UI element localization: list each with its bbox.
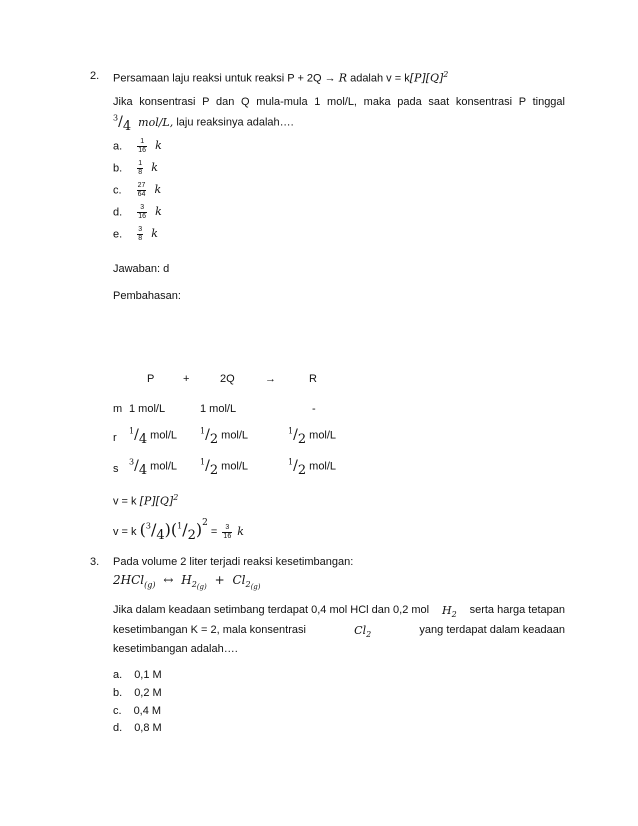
question-stem-line-1: Persamaan laju reaksi untuk reaksi P + 2Q → R adalah $v = k[P][Q]^2$ — [113, 70, 449, 85]
rate-calculation: v = k $(^3/_4)(^1/_2)^2$ = $\frac{3}{16}$ k — [113, 518, 244, 543]
table-header-p: P — [147, 373, 155, 385]
question-stem-line-2: Jika konsentrasi P dan Q mula-mula 1 mol/L, maka pada saat konsentrasi P tinggal — [113, 96, 565, 108]
option-a: a. $\frac{1}{16}$ k — [113, 138, 162, 154]
rate-equation: v = k $[P][Q]^2$ — [113, 493, 179, 508]
row-s-label: s — [113, 463, 119, 475]
option-c: c. 0,4 M — [113, 705, 162, 717]
question-number: 2. — [90, 70, 100, 82]
question-stem-line-4: kesetimbangan adalah…. — [113, 643, 238, 655]
table-header-plus: + — [183, 373, 190, 385]
row-r-label: r — [113, 432, 117, 444]
row-m-label: m — [113, 403, 123, 415]
row-m-q: 1 mol/L — [200, 403, 237, 415]
row-r-r: $^1/_2$ mol/L — [288, 426, 337, 447]
row-s-q: $^1/_2$ mol/L — [200, 457, 249, 478]
option-a: a. 0,1 M — [113, 669, 162, 681]
equilibrium-equation: 2HCl$_{(g)}$ ↔ $H_{2(g)} + Cl_{2(g)}$ — [113, 573, 261, 592]
option-c: c. $\frac{27}{64}$ k — [113, 182, 162, 198]
question-stem-line-3: kesetimbangan K = 2, mala konsentrasi $Cl_2$ yang terdapat dalam keadaan — [113, 624, 565, 640]
question-stem-line-2: Jika dalam keadaan setimbang terdapat 0,4 mol HCl dan 0,2 mol $H_2$ serta harga tetapan — [113, 604, 565, 620]
table-header-arrow: → — [265, 373, 276, 385]
option-b: b. 0,2 M — [113, 687, 162, 699]
option-e: e. $\frac{3}{8}$ k — [113, 226, 158, 242]
fraction-three-quarters: $^3/_4$ — [113, 113, 132, 134]
row-r-q: $^1/_2$ mol/L — [200, 426, 249, 447]
option-b: b. $\frac{1}{8}$ k — [113, 160, 158, 176]
table-header-2q: 2Q — [220, 373, 235, 385]
row-s-r: $^1/_2$ mol/L — [288, 457, 337, 478]
answer-text: Jawaban: d — [113, 263, 170, 275]
table-header-r: R — [309, 373, 317, 385]
option-d: d. $\frac{3}{16}$ k — [113, 204, 162, 220]
row-s-p: $^3/_4$ mol/L — [129, 457, 178, 478]
question-stem-line-3: $^3/_4$ mol/L, laju reaksinya adalah…. — [113, 113, 294, 134]
discussion-heading: Pembahasan: — [113, 290, 181, 302]
row-m-p: 1 mol/L — [129, 403, 166, 415]
row-m-r: - — [312, 403, 316, 415]
question-number: 3. — [90, 556, 100, 568]
option-d: d. 0,8 M — [113, 722, 162, 734]
question-stem-line-1: Pada volume 2 liter terjadi reaksi kesetimbangan: — [113, 556, 354, 568]
row-r-p: $^1/_4$ mol/L — [129, 426, 178, 447]
